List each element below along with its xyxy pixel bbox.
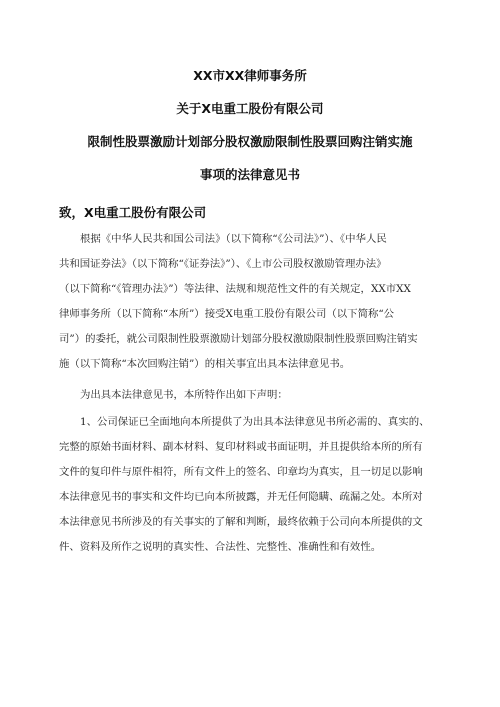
paragraph-line: 共和国证券法》（以下简称“《证券法》”）、《上市公司股权激励管理办法》 [59,257,387,270]
title-line-law-firm: XX市XX律师事务所 [193,68,307,83]
paragraph-line: 施（以下简称“本次回购注销”）的相关事宜出具本法律意见书。 [59,357,351,370]
paragraph-basis [59,227,445,376]
paragraph-line: 完整的原始书面材料、副本材料、复印材料或书面证明，并且提供给本所的所有 [59,440,423,453]
paragraph-statement-intro [59,383,445,408]
title-line-company: 关于X电重工股份有限公司 [176,101,324,116]
document-title [0,66,500,198]
paragraph-line: 为出具本法律意见书，本所特作出如下声明： [80,389,288,401]
paragraph-line: （以下简称“《管理办法》”）等法律、法规和规范性文件的有关规定，XX市XX [59,282,411,295]
paragraph-line: 律师事务所（以下简称“本所”）接受X电重工股份有限公司（以下简称“公 [59,307,395,320]
paragraph-line: 本法律意见书的事实和文件均已向本所披露，并无任何隐瞒、疏漏之处。本所对 [59,490,423,503]
paragraph-line: 本法律意见书所涉及的有关事实的了解和判断，最终依赖于公司向本所提供的文 [59,515,423,528]
title-line-doc-type: 事项的法律意见书 [199,167,300,182]
paragraph-line: 文件的复印件与原件相符，所有文件上的签名、印章均为真实，且一切足以影响 [59,465,423,478]
paragraph-line: 根据《中华人民共和国公司法》（以下简称“《公司法》”）、《中华人民 [80,233,387,245]
paragraph-line: 司”）的委托，就公司限制性股票激励计划部分股权激励限制性股票回购注销实 [59,332,418,345]
addressee: 致，X电重工股份有限公司 [59,205,207,220]
title-line-subject: 限制性股票激励计划部分股权激励限制性股票回购注销实施 [87,134,413,149]
paragraph-line: 件、资料及所作之说明的真实性、合法性、完整性、准确性和有效性。 [59,540,382,553]
paragraph-declaration-1 [59,410,445,559]
paragraph-line: 1、公司保证已全面地向本所提供了为出具本法律意见书所必需的、真实的、 [80,416,430,428]
